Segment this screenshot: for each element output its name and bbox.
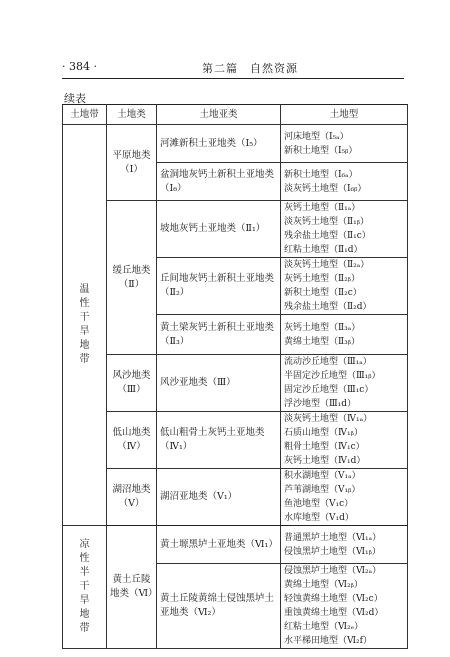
land-type-cell [281, 355, 408, 412]
land-class-cell: 缓丘地类（Ⅱ） [107, 201, 157, 355]
column-header: 土地亚类 [157, 105, 281, 125]
page-number: · 384 · [62, 60, 97, 73]
land-type: 淡灰钙土地型（Ⅰ₆ᵦ） [284, 183, 367, 194]
land-type: 鱼池地型（Ⅴ₁c） [284, 499, 354, 509]
land-type: 红粘土地型（Ⅵ₂ₑ） [284, 622, 364, 632]
land-type: 固定沙丘地型（Ⅲ₁c） [284, 385, 374, 395]
land-subclass-cell: 黄土丘陵黄绵土侵蚀黑垆土亚地类（Ⅵ₂） [157, 564, 281, 649]
table-row [63, 469, 408, 526]
land-type: 新积土地型（Ⅰ₆ₐ） [284, 169, 358, 180]
land-subclass-cell: 湖沼亚地类（Ⅴ₁） [157, 469, 281, 526]
land-type: 新积土地型（Ⅰ₅ᵦ） [284, 145, 358, 156]
land-zone-cell: 温性干旱地带 [63, 125, 107, 526]
land-type: 普通黑垆土地型（Ⅵ₁ₐ） [284, 532, 382, 543]
land-class-cell: 风沙地类（Ⅲ） [107, 355, 157, 412]
land-type: 灰钙土地型（Ⅳ₁d） [284, 456, 366, 466]
land-type-cell [281, 526, 408, 564]
page-header [62, 58, 402, 76]
table-row [63, 125, 408, 163]
table-row [63, 355, 408, 412]
land-type: 侵蚀黑垆土地型（Ⅵ₂ₐ） [284, 566, 382, 576]
land-type: 淡灰钙土地型（Ⅱ₂ₐ） [284, 260, 370, 270]
land-type: 石质山地型（Ⅳ₁ᵦ） [284, 428, 363, 438]
land-type: 黄绵土地型（Ⅱ₃ᵦ） [284, 336, 360, 347]
land-subclass-cell: 黄土塬黑垆土亚地类（Ⅵ₁） [157, 526, 281, 564]
land-type: 粗骨土地型（Ⅳ₁c） [284, 442, 365, 452]
land-type-cell [281, 258, 408, 315]
land-type-cell [281, 469, 408, 526]
land-subclass-cell: 坡地灰钙土亚地类（Ⅱ₁） [157, 201, 281, 258]
land-type: 积水湖地型（Ⅴ₁ₐ） [284, 471, 361, 481]
land-type-cell [281, 412, 408, 469]
land-type: 浮沙地型（Ⅲ₁d） [284, 399, 357, 409]
land-type: 重蚀黄绵土地型（Ⅵ₂d） [284, 608, 384, 618]
land-type-cell [281, 564, 408, 649]
land-zone-cell: 凉性半干旱地带 [63, 526, 107, 649]
land-type: 黄绵土地型（Ⅵ₂ᵦ） [284, 580, 363, 590]
land-type: 灰钙土地型（Ⅱ₁ₐ） [284, 203, 361, 213]
land-type: 水库地型（Ⅴ₁d） [284, 513, 354, 523]
land-type: 残余盐土地型（Ⅱ₁c） [284, 231, 371, 241]
land-type-cell [281, 201, 408, 258]
land-type: 侵蚀黑垆土地型（Ⅵ₁ᵦ） [284, 546, 381, 557]
table-row [63, 526, 408, 564]
land-subclass-cell: 河滩新积土亚地类（Ⅰ₅） [157, 125, 281, 163]
land-type: 新积土地型（Ⅱ₂c） [284, 288, 362, 298]
land-class-cell: 低山地类（Ⅳ） [107, 412, 157, 469]
land-type: 残余盐土地型（Ⅱ₂d） [284, 302, 372, 312]
land-type: 灰钙土地型（Ⅱ₃ₐ） [284, 322, 361, 333]
column-header: 土地类 [107, 105, 157, 125]
land-type-cell [281, 125, 408, 163]
land-type-cell [281, 163, 408, 201]
land-type: 水平梯田地型（Ⅵ₂f） [284, 636, 372, 646]
land-classification-table [62, 104, 408, 649]
land-type: 流动沙丘地型（Ⅲ₁ₐ） [284, 357, 372, 367]
land-type: 红粘土地型（Ⅱ₁d） [284, 245, 363, 255]
running-title: 第二篇 自然资源 [202, 62, 298, 75]
column-header: 土地带 [63, 105, 107, 125]
land-type-cell [281, 315, 408, 355]
land-class-cell: 湖沼地类（Ⅴ） [107, 469, 157, 526]
land-class-cell: 黄土丘陵地类（Ⅵ） [107, 526, 157, 649]
land-subclass-cell: 丘间地灰钙土新积土亚地类（Ⅱ₂） [157, 258, 281, 315]
table-row [63, 201, 408, 258]
land-subclass-cell: 低山粗骨土灰钙土亚地类（Ⅳ₁） [157, 412, 281, 469]
land-class-cell: 平原地类（Ⅰ） [107, 125, 157, 201]
land-subclass-cell: 风沙亚地类（Ⅲ） [157, 355, 281, 412]
land-subclass-cell: 黄土梁灰钙土新积土亚地类（Ⅱ₃） [157, 315, 281, 355]
land-type: 芦苇湖地型（Ⅴ₁ᵦ） [284, 485, 361, 495]
table-row [63, 412, 408, 469]
land-type: 淡灰钙土地型（Ⅳ₁ₐ） [284, 414, 373, 424]
land-type: 河床地型（Ⅰ₅ₐ） [284, 131, 349, 142]
land-type: 淡灰钙土地型（Ⅱ₁ᵦ） [284, 217, 369, 227]
land-type: 半固定沙丘地型（Ⅲ₁ᵦ） [284, 371, 381, 381]
continued-label: 续表 [64, 92, 86, 105]
land-type: 轻蚀黄绵土地型（Ⅵ₂c） [284, 594, 383, 604]
land-subclass-cell: 盆洞地灰钙土新积土亚地类（Ⅰ₆） [157, 163, 281, 201]
column-header: 土地型 [281, 105, 408, 125]
table-body [63, 125, 408, 649]
land-type: 灰钙土地型（Ⅱ₂ᵦ） [284, 274, 360, 284]
header-rule [62, 78, 404, 79]
